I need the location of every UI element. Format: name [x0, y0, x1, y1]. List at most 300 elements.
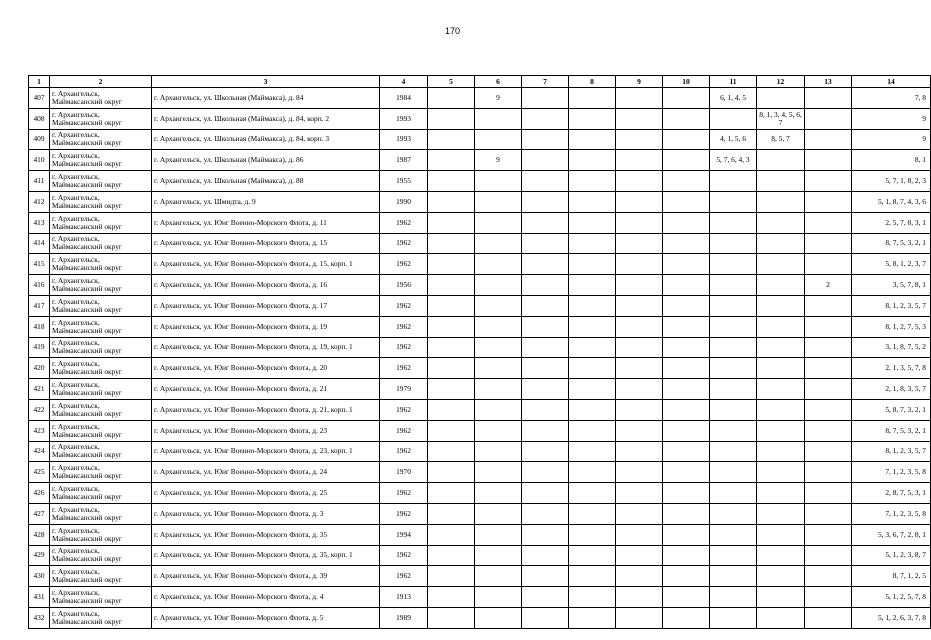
col10-cell [663, 88, 710, 109]
district-cell: г. Архангельск, Маймаксанский округ [50, 420, 152, 441]
col10-cell [663, 212, 710, 233]
col12-cell [757, 420, 805, 441]
col7-cell [522, 379, 569, 400]
col7-cell [522, 275, 569, 296]
col10-cell [663, 420, 710, 441]
col8-cell [569, 358, 616, 379]
year-cell: 1994 [380, 524, 428, 545]
district-cell: г. Архангельск, Маймаксанский округ [50, 275, 152, 296]
col10-cell [663, 503, 710, 524]
col6-cell [475, 171, 522, 192]
col12-cell [757, 316, 805, 337]
col6-cell: 9 [475, 88, 522, 109]
row-number: 418 [29, 316, 50, 337]
col9-cell [616, 379, 663, 400]
col10-cell [663, 587, 710, 608]
year-cell: 1962 [380, 420, 428, 441]
table-row [29, 108, 931, 129]
col5-cell [428, 399, 475, 420]
col9-cell [616, 212, 663, 233]
col7-cell [522, 483, 569, 504]
col9-cell [616, 191, 663, 212]
row-number: 417 [29, 295, 50, 316]
col11-cell [710, 212, 757, 233]
col6-cell [475, 212, 522, 233]
col6-cell [475, 587, 522, 608]
col8-cell [569, 171, 616, 192]
col13-cell [805, 441, 852, 462]
row-number: 428 [29, 524, 50, 545]
col9-cell [616, 337, 663, 358]
data-table [28, 75, 931, 629]
col6-cell [475, 566, 522, 587]
address-cell: г. Архангельск, ул. Школьная (Маймакса), д. 84, корп. 2 [152, 108, 380, 129]
col11-cell [710, 483, 757, 504]
col8-cell [569, 566, 616, 587]
col12-cell [757, 524, 805, 545]
year-cell: 1979 [380, 379, 428, 400]
row-number: 423 [29, 420, 50, 441]
col12-cell [757, 566, 805, 587]
col14-cell: 7, 1, 2, 3, 5, 8 [852, 462, 931, 483]
col9-cell [616, 503, 663, 524]
col7-cell [522, 108, 569, 129]
col10-cell [663, 566, 710, 587]
year-cell: 1970 [380, 462, 428, 483]
table-row [29, 379, 931, 400]
col5-cell [428, 88, 475, 109]
col13-cell [805, 399, 852, 420]
address-cell: г. Архангельск, ул. Юнг Военно-Морского Флота, д. 19 [152, 316, 380, 337]
col14-cell: 5, 3, 6, 7, 2, 8, 1 [852, 524, 931, 545]
col6-cell [475, 441, 522, 462]
col14-cell: 5, 8, 1, 2, 3, 7 [852, 254, 931, 275]
col12-cell [757, 254, 805, 275]
col13-cell [805, 524, 852, 545]
col7-cell [522, 88, 569, 109]
col7-cell [522, 566, 569, 587]
col9-cell [616, 483, 663, 504]
address-cell: г. Архангельск, ул. Юнг Военно-Морского Флота, д. 35 [152, 524, 380, 545]
year-cell: 1962 [380, 295, 428, 316]
col12-cell [757, 503, 805, 524]
row-number: 413 [29, 212, 50, 233]
row-number: 427 [29, 503, 50, 524]
table-row [29, 483, 931, 504]
address-cell: г. Архангельск, ул. Юнг Военно-Морского Флота, д. 21, корп. 1 [152, 399, 380, 420]
col6-cell [475, 254, 522, 275]
row-number: 419 [29, 337, 50, 358]
col12-cell [757, 295, 805, 316]
col11-cell [710, 254, 757, 275]
col5-cell [428, 358, 475, 379]
year-cell: 1993 [380, 108, 428, 129]
col14-cell: 8, 7, 5, 3, 2, 1 [852, 233, 931, 254]
col13-cell: 2 [805, 275, 852, 296]
col14-cell: 5, 7, 1, 8, 2, 3 [852, 171, 931, 192]
col9-cell [616, 524, 663, 545]
table-row [29, 295, 931, 316]
row-number: 416 [29, 275, 50, 296]
row-number: 408 [29, 108, 50, 129]
col6-cell [475, 233, 522, 254]
col5-cell [428, 129, 475, 150]
year-cell: 1962 [380, 233, 428, 254]
col8-cell [569, 587, 616, 608]
address-cell: г. Архангельск, ул. Юнг Военно-Морского Флота, д. 11 [152, 212, 380, 233]
col8-cell [569, 524, 616, 545]
col5-cell [428, 483, 475, 504]
table-row [29, 503, 931, 524]
year-cell: 1955 [380, 171, 428, 192]
col8-cell [569, 545, 616, 566]
col6-cell [475, 545, 522, 566]
col5-cell [428, 587, 475, 608]
col5-cell [428, 420, 475, 441]
col10-cell [663, 316, 710, 337]
col10-cell [663, 108, 710, 129]
address-cell: г. Архангельск, ул. Школьная (Маймакса), д. 88 [152, 171, 380, 192]
header-row [29, 76, 931, 88]
col10-cell [663, 379, 710, 400]
col8-cell [569, 108, 616, 129]
col12-cell [757, 441, 805, 462]
col7-cell [522, 358, 569, 379]
district-cell: г. Архангельск, Маймаксанский округ [50, 88, 152, 109]
district-cell: г. Архангельск, Маймаксанский округ [50, 587, 152, 608]
col8-cell [569, 337, 616, 358]
col13-cell [805, 503, 852, 524]
col10-cell [663, 295, 710, 316]
year-cell: 1989 [380, 607, 428, 628]
col14-cell: 3, 1, 8, 7, 5, 2 [852, 337, 931, 358]
address-cell: г. Архангельск, ул. Юнг Военно-Морского Флота, д. 3 [152, 503, 380, 524]
col11-cell [710, 275, 757, 296]
col14-cell: 2, 1, 8, 3, 5, 7 [852, 379, 931, 400]
row-number: 426 [29, 483, 50, 504]
address-cell: г. Архангельск, ул. Шмидта, д. 9 [152, 191, 380, 212]
col14-cell: 9 [852, 129, 931, 150]
col8-cell [569, 462, 616, 483]
district-cell: г. Архангельск, Маймаксанский округ [50, 358, 152, 379]
col6-cell [475, 399, 522, 420]
col5-cell [428, 150, 475, 171]
col12-cell [757, 587, 805, 608]
col9-cell [616, 254, 663, 275]
col13-cell [805, 150, 852, 171]
col7-cell [522, 295, 569, 316]
col13-cell [805, 316, 852, 337]
col6-cell [475, 337, 522, 358]
col9-cell [616, 275, 663, 296]
col12-cell [757, 337, 805, 358]
col14-cell: 8, 1 [852, 150, 931, 171]
table-row [29, 212, 931, 233]
col8-cell [569, 212, 616, 233]
year-cell: 1993 [380, 129, 428, 150]
col13-cell [805, 379, 852, 400]
col10-cell [663, 441, 710, 462]
col10-cell [663, 483, 710, 504]
col14-cell: 5, 1, 2, 3, 8, 7 [852, 545, 931, 566]
row-number: 421 [29, 379, 50, 400]
col6-cell [475, 129, 522, 150]
col11-cell [710, 503, 757, 524]
col8-cell [569, 399, 616, 420]
col12-cell [757, 233, 805, 254]
col7-cell [522, 441, 569, 462]
column-header-13: 13 [805, 76, 852, 88]
col13-cell [805, 171, 852, 192]
table-row [29, 275, 931, 296]
col6-cell [475, 483, 522, 504]
col5-cell [428, 524, 475, 545]
col10-cell [663, 191, 710, 212]
year-cell: 1962 [380, 212, 428, 233]
col14-cell: 8, 1, 2, 3, 5, 7 [852, 295, 931, 316]
page-number: 170 [444, 26, 461, 36]
col14-cell: 5, 8, 7, 3, 2, 1 [852, 399, 931, 420]
col10-cell [663, 607, 710, 628]
col10-cell [663, 254, 710, 275]
address-cell: г. Архангельск, ул. Юнг Военно-Морского Флота, д. 15 [152, 233, 380, 254]
col8-cell [569, 483, 616, 504]
column-header-1: 1 [29, 76, 50, 88]
col8-cell [569, 254, 616, 275]
col5-cell [428, 607, 475, 628]
col6-cell [475, 607, 522, 628]
col8-cell [569, 420, 616, 441]
col13-cell [805, 587, 852, 608]
col13-cell [805, 545, 852, 566]
col12-cell [757, 150, 805, 171]
col12-cell [757, 379, 805, 400]
address-cell: г. Архангельск, ул. Юнг Военно-Морского Флота, д. 5 [152, 607, 380, 628]
col11-cell [710, 545, 757, 566]
col7-cell [522, 524, 569, 545]
address-cell: г. Архангельск, ул. Школьная (Маймакса), д. 84, корп. 3 [152, 129, 380, 150]
col5-cell [428, 254, 475, 275]
district-cell: г. Архангельск, Маймаксанский округ [50, 150, 152, 171]
col13-cell [805, 420, 852, 441]
district-cell: г. Архангельск, Маймаксанский округ [50, 607, 152, 628]
table-row [29, 254, 931, 275]
district-cell: г. Архангельск, Маймаксанский округ [50, 337, 152, 358]
col13-cell [805, 358, 852, 379]
col5-cell [428, 337, 475, 358]
address-cell: г. Архангельск, ул. Юнг Военно-Морского Флота, д. 23, корп. 1 [152, 441, 380, 462]
district-cell: г. Архангельск, Маймаксанский округ [50, 379, 152, 400]
col11-cell [710, 191, 757, 212]
col13-cell [805, 233, 852, 254]
col9-cell [616, 295, 663, 316]
col6-cell [475, 379, 522, 400]
col11-cell [710, 607, 757, 628]
column-header-3: 3 [152, 76, 380, 88]
col13-cell [805, 566, 852, 587]
col11-cell: 5, 7, 6, 4, 3 [710, 150, 757, 171]
address-cell: г. Архангельск, ул. Юнг Военно-Морского Флота, д. 35, корп. 1 [152, 545, 380, 566]
col8-cell [569, 191, 616, 212]
col5-cell [428, 171, 475, 192]
year-cell: 1987 [380, 150, 428, 171]
year-cell: 1962 [380, 254, 428, 275]
row-number: 411 [29, 171, 50, 192]
col12-cell [757, 607, 805, 628]
col5-cell [428, 295, 475, 316]
col12-cell: 8, 1, 3, 4, 5, 6, 7 [757, 108, 805, 129]
col5-cell [428, 566, 475, 587]
col9-cell [616, 88, 663, 109]
col5-cell [428, 545, 475, 566]
col9-cell [616, 129, 663, 150]
col6-cell [475, 524, 522, 545]
col8-cell [569, 150, 616, 171]
col12-cell [757, 545, 805, 566]
year-cell: 1984 [380, 88, 428, 109]
col14-cell: 8, 7, 5, 3, 2, 1 [852, 420, 931, 441]
table-row [29, 607, 931, 628]
district-cell: г. Архангельск, Маймаксанский округ [50, 316, 152, 337]
column-header-10: 10 [663, 76, 710, 88]
address-cell: г. Архангельск, ул. Юнг Военно-Морского Флота, д. 25 [152, 483, 380, 504]
row-number: 431 [29, 587, 50, 608]
year-cell: 1962 [380, 545, 428, 566]
col11-cell [710, 420, 757, 441]
address-cell: г. Архангельск, ул. Юнг Военно-Морского Флота, д. 15, корп. 1 [152, 254, 380, 275]
col10-cell [663, 150, 710, 171]
col11-cell [710, 524, 757, 545]
district-cell: г. Архангельск, Маймаксанский округ [50, 462, 152, 483]
col9-cell [616, 108, 663, 129]
col8-cell [569, 275, 616, 296]
col14-cell: 7, 1, 2, 3, 5, 8 [852, 503, 931, 524]
district-cell: г. Архангельск, Маймаксанский округ [50, 129, 152, 150]
col7-cell [522, 503, 569, 524]
row-number: 424 [29, 441, 50, 462]
district-cell: г. Архангельск, Маймаксанский округ [50, 171, 152, 192]
col6-cell [475, 108, 522, 129]
year-cell: 1962 [380, 441, 428, 462]
col14-cell: 5, 1, 8, 7, 4, 3, 6 [852, 191, 931, 212]
col8-cell [569, 441, 616, 462]
col13-cell [805, 254, 852, 275]
col9-cell [616, 587, 663, 608]
col9-cell [616, 462, 663, 483]
table-row [29, 441, 931, 462]
column-header-2: 2 [50, 76, 152, 88]
col5-cell [428, 108, 475, 129]
row-number: 420 [29, 358, 50, 379]
col12-cell [757, 212, 805, 233]
col13-cell [805, 337, 852, 358]
table-row [29, 150, 931, 171]
col11-cell: 4, 1, 5, 6 [710, 129, 757, 150]
col9-cell [616, 607, 663, 628]
col10-cell [663, 233, 710, 254]
col14-cell: 2, 5, 7, 8, 3, 1 [852, 212, 931, 233]
district-cell: г. Архангельск, Маймаксанский округ [50, 191, 152, 212]
col9-cell [616, 566, 663, 587]
col7-cell [522, 420, 569, 441]
col11-cell [710, 379, 757, 400]
col11-cell [710, 108, 757, 129]
col7-cell [522, 254, 569, 275]
col11-cell [710, 171, 757, 192]
col11-cell [710, 358, 757, 379]
row-number: 414 [29, 233, 50, 254]
row-number: 432 [29, 607, 50, 628]
col7-cell [522, 545, 569, 566]
col6-cell: 9 [475, 150, 522, 171]
col5-cell [428, 462, 475, 483]
col7-cell [522, 587, 569, 608]
table-row [29, 337, 931, 358]
col13-cell [805, 108, 852, 129]
col6-cell [475, 462, 522, 483]
district-cell: г. Архангельск, Маймаксанский округ [50, 524, 152, 545]
col8-cell [569, 607, 616, 628]
year-cell: 1913 [380, 587, 428, 608]
col11-cell [710, 566, 757, 587]
col8-cell [569, 88, 616, 109]
district-cell: г. Архангельск, Маймаксанский округ [50, 503, 152, 524]
col11-cell [710, 587, 757, 608]
col6-cell [475, 316, 522, 337]
column-header-4: 4 [380, 76, 428, 88]
col7-cell [522, 212, 569, 233]
col5-cell [428, 503, 475, 524]
col14-cell: 8, 7, 1, 2, 5 [852, 566, 931, 587]
col11-cell [710, 316, 757, 337]
district-cell: г. Архангельск, Маймаксанский округ [50, 441, 152, 462]
col9-cell [616, 545, 663, 566]
table-row [29, 462, 931, 483]
col7-cell [522, 337, 569, 358]
table-row [29, 399, 931, 420]
col5-cell [428, 275, 475, 296]
table-body [29, 88, 931, 629]
column-header-14: 14 [852, 76, 931, 88]
col10-cell [663, 275, 710, 296]
col5-cell [428, 233, 475, 254]
col12-cell [757, 171, 805, 192]
col8-cell [569, 379, 616, 400]
col12-cell [757, 88, 805, 109]
col14-cell: 3, 5, 7, 8, 1 [852, 275, 931, 296]
table-row [29, 88, 931, 109]
col6-cell [475, 420, 522, 441]
col9-cell [616, 399, 663, 420]
year-cell: 1962 [380, 503, 428, 524]
table-row [29, 545, 931, 566]
address-cell: г. Архангельск, ул. Юнг Военно-Морского Флота, д. 39 [152, 566, 380, 587]
col10-cell [663, 337, 710, 358]
year-cell: 1962 [380, 358, 428, 379]
col12-cell [757, 462, 805, 483]
address-cell: г. Архангельск, ул. Юнг Военно-Морского Флота, д. 21 [152, 379, 380, 400]
year-cell: 1962 [380, 483, 428, 504]
col10-cell [663, 462, 710, 483]
col12-cell [757, 399, 805, 420]
col6-cell [475, 275, 522, 296]
col14-cell: 8, 1, 2, 3, 5, 7 [852, 441, 931, 462]
year-cell: 1962 [380, 399, 428, 420]
col5-cell [428, 379, 475, 400]
col7-cell [522, 607, 569, 628]
district-cell: г. Архангельск, Маймаксанский округ [50, 254, 152, 275]
col5-cell [428, 212, 475, 233]
